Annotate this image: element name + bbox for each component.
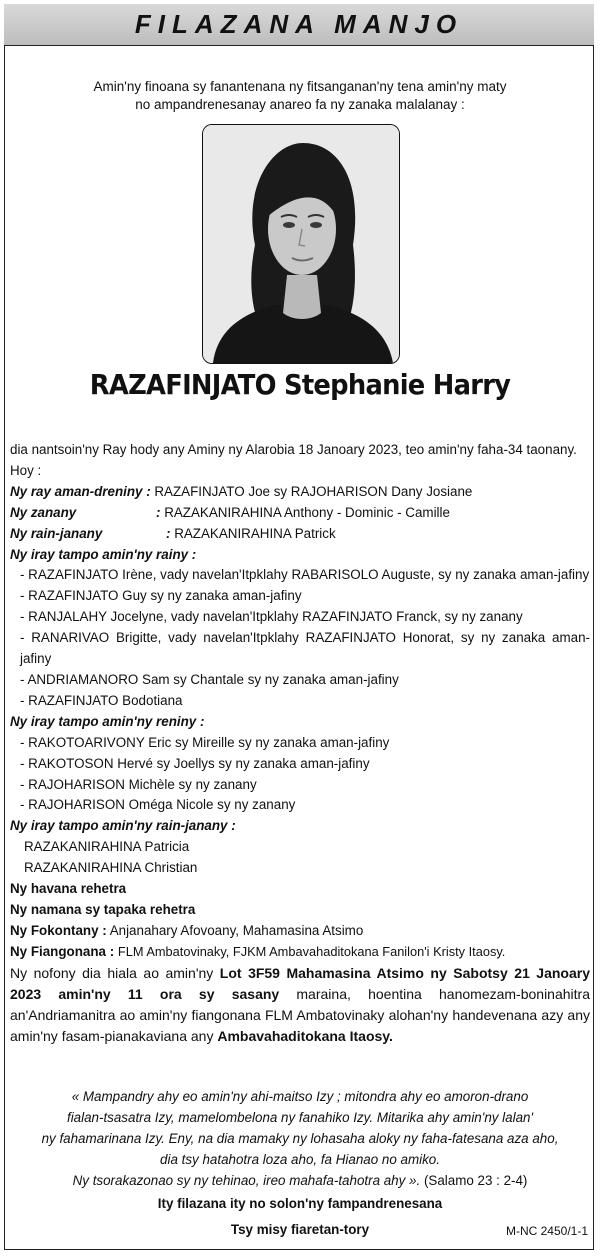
- notice-body: [10, 440, 590, 1047]
- inlaws-label: Ny iray tampo amin'ny rain-janany :: [10, 818, 236, 834]
- husband-row: [10, 524, 590, 545]
- quote-line-4: dia tsy hatahotra loza aho, fa Hianao no amiko.: [160, 1152, 440, 1167]
- paternal-item: - RANJALAHY Jocelyne, vady navelan'Itpklahy RAZAFINJATO Franck, sy ny zanany: [20, 609, 523, 625]
- quote-line-2: fialan-tsasatra Izy, mamelombelona ny fanahiko Izy. Mitarika ahy amin'ny lalan': [66, 1110, 534, 1125]
- husband-label: Ny rain-janany: [10, 525, 103, 541]
- maternal-item: - RAJOHARISON Michèle sy ny zanany: [20, 776, 257, 792]
- children-row: [10, 503, 590, 524]
- funeral-location: Lot 3F59 Mahamasina Atsimo ny Sabotsy 21 Janoary 2023 amin'ny 11 ora sy sasany: [10, 964, 591, 1002]
- quote-line-5-text: Ny tsorakazonao sy ny tehinao, ireo mahafa-tahotra ahy ».: [72, 1173, 421, 1188]
- funeral-text-2: maraina, hoentina hanomezam-boninahitra an'Andriamanitra ao amin'ny fiangonana FLM Ambatovinaky alohan'ny handevenana azy any amin'ny fasam-pianakaviana any: [10, 985, 590, 1044]
- intro-line-2: no ampandrenesanay anareo fa ny zanaka malalanay :: [135, 97, 465, 112]
- husband-colon: :: [166, 525, 171, 541]
- quote-reference: (Salamo 23 : 2-4): [420, 1173, 528, 1188]
- fiangonana-label: Ny Fiangonana :: [10, 943, 115, 959]
- paternal-item: - RANARIVAO Brigitte, vady navelan'Itpklahy RAZAFINJATO Honorat, sy ny zanaka aman-jafiny: [20, 630, 590, 667]
- funeral-paragraph: [10, 963, 590, 1047]
- maternal-item: - RAKOTOSON Hervé sy Joellys sy ny zanaka aman-jafiny: [20, 755, 370, 771]
- maternal-item: - RAKOTOARIVONY Eric sy Mireille sy ny zanaka aman-jafiny: [20, 734, 390, 750]
- children-value: RAZAKANIRAHINA Anthony - Dominic - Camille: [164, 504, 450, 520]
- children-colon: :: [156, 504, 161, 520]
- psalm-quote: [20, 1086, 580, 1191]
- reference-code: M-NC 2450/1-1: [505, 1224, 588, 1238]
- burial-place: Ambavahaditokana Itaosy.: [217, 1027, 393, 1044]
- fiangonana-value: FLM Ambatovinaky, FJKM Ambavahaditokana Fanilon'i Kristy Itaosy.: [117, 943, 506, 959]
- quote-line-3: ny fahamarinana Izy. Eny, na dia mamaky ny lohasaha aloky ny faha-fatesana aza aho,: [41, 1131, 559, 1146]
- parents-label: Ny ray aman-dreniny :: [10, 483, 151, 499]
- fokontany-value: Anjanahary Afovoany, Mahamasina Atsimo: [109, 922, 364, 938]
- namana-line: Ny namana sy tapaka rehetra: [10, 901, 196, 917]
- quote-line-5: [20, 1170, 580, 1191]
- havana-line: Ny havana rehetra: [10, 881, 127, 897]
- portrait-image: [203, 125, 399, 363]
- header-banner: [4, 4, 594, 46]
- portrait-photo: [202, 124, 400, 364]
- fokontany-row: [10, 921, 590, 942]
- fiangonana-row: [10, 942, 590, 963]
- footer-line-2: Tsy misy fiaretan-tory: [230, 1222, 370, 1237]
- paternal-label: Ny iray tampo amin'ny rainy :: [10, 546, 197, 562]
- paternal-item: - ANDRIAMANORO Sam sy Chantale sy ny zanaka aman-jafiny: [20, 671, 399, 687]
- maternal-label: Ny iray tampo amin'ny reniny :: [10, 713, 205, 729]
- deceased-name: RAZAFINJATO Stephanie Harry: [89, 368, 511, 401]
- paternal-item: - RAZAFINJATO Bodotiana: [20, 692, 183, 708]
- footer-line-1: Ity filazana ity no solon'ny fampandrenesana: [157, 1196, 443, 1211]
- intro-text: [20, 78, 580, 114]
- husband-value: RAZAKANIRAHINA Patrick: [174, 525, 336, 541]
- hoy-label: Hoy :: [10, 462, 42, 478]
- parents-row: [10, 482, 590, 503]
- maternal-item: - RAJOHARISON Oméga Nicole sy ny zanany: [20, 797, 296, 813]
- funeral-text-1: Ny nofony dia hiala ao amin'ny: [10, 964, 220, 981]
- notice-title: FILAZANA MANJO: [134, 9, 464, 39]
- paternal-item: - RAZAFINJATO Guy sy ny zanaka aman-jafiny: [20, 588, 302, 604]
- death-line: dia nantsoin'ny Ray hody any Aminy ny Alarobia 18 Janoary 2023, teo amin'ny faha-34 taonany.: [10, 442, 577, 457]
- fokontany-label: Ny Fokontany :: [10, 922, 107, 938]
- inlaws-item: RAZAKANIRAHINA Christian: [24, 860, 198, 876]
- children-label: Ny zanany: [10, 504, 77, 520]
- parents-value: RAZAFINJATO Joe sy RAJOHARISON Dany Josiane: [154, 483, 473, 499]
- inlaws-item: RAZAKANIRAHINA Patricia: [24, 839, 190, 855]
- paternal-item: - RAZAFINJATO Irène, vady navelan'Itpklahy RABARISOLO Auguste, sy ny zanaka aman-jafiny: [20, 567, 590, 583]
- quote-line-1: « Mampandry ahy eo amin'ny ahi-maitso Izy ; mitondra ahy eo amoron-drano: [71, 1089, 529, 1104]
- intro-line-1: Amin'ny finoana sy fanantenana ny fitsanganan'ny tena amin'ny maty: [93, 79, 507, 94]
